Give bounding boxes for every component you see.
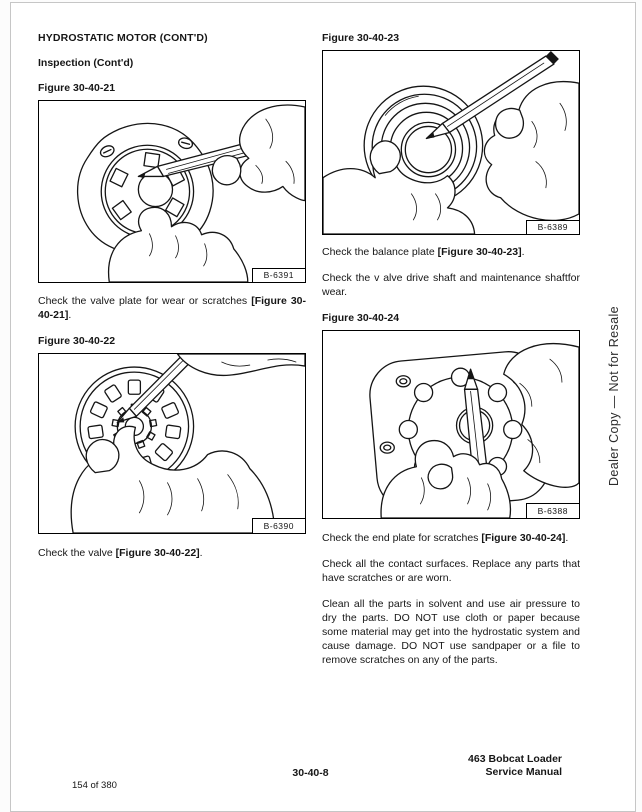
section-title: HYDROSTATIC MOTOR (CONT'D) bbox=[38, 32, 208, 44]
paragraph-text: . bbox=[521, 246, 525, 258]
right-column bbox=[322, 32, 580, 679]
paragraph-text: Check the valve bbox=[38, 546, 116, 559]
dealer-copy-watermark: Dealer Copy — Not for Resale bbox=[607, 305, 621, 487]
footer-manual-title bbox=[468, 753, 562, 779]
balance-plate-drawing bbox=[323, 51, 579, 234]
paragraph-text: Check the valve plate for wear or scratches bbox=[38, 295, 252, 307]
figure-caption-30-40-22: Figure 30-40-22 bbox=[38, 334, 116, 347]
paragraph-check-end-plate bbox=[322, 532, 580, 546]
subsection-title: Inspection (Cont'd) bbox=[38, 57, 134, 69]
figure-30-40-22-illustration bbox=[38, 353, 306, 534]
figure-caption-30-40-24: Figure 30-40-24 bbox=[322, 311, 400, 324]
paragraph-check-valve-plate bbox=[38, 295, 306, 323]
paragraph-clean-parts: Clean all the parts in solvent and use air pressure to dry the parts. DO NOT use cloth or paper because some material may get into the hydrostatic system and cause damage. DO NOT use sandpaper or a file to remove scratches on any of the parts. bbox=[322, 597, 580, 666]
figure-code-label: B-6389 bbox=[526, 220, 580, 236]
footer-manual-line1: 463 Bobcat Loader bbox=[468, 753, 562, 765]
paragraph-text: . bbox=[68, 308, 72, 321]
paragraph-text: Check the balance plate bbox=[322, 246, 438, 258]
figure-reference: [Figure 30-40-24] bbox=[481, 531, 566, 544]
figure-30-40-21-illustration bbox=[38, 100, 306, 283]
left-column bbox=[38, 32, 306, 573]
figure-30-40-24-illustration bbox=[322, 330, 580, 519]
footer-page-code: 30-40-8 bbox=[292, 767, 329, 779]
figure-code-label: B-6388 bbox=[526, 503, 580, 519]
valve-plate-drawing bbox=[39, 101, 305, 282]
figure-reference: [Figure 30-40-23] bbox=[437, 246, 522, 258]
figure-code-label: B-6391 bbox=[252, 268, 306, 284]
figure-caption-30-40-23: Figure 30-40-23 bbox=[322, 32, 400, 44]
footer-manual-line2: Service Manual bbox=[485, 766, 562, 778]
paragraph-text: . bbox=[565, 531, 569, 544]
figure-caption-30-40-21: Figure 30-40-21 bbox=[38, 82, 116, 94]
figure-code-label: B-6390 bbox=[252, 518, 306, 534]
paragraph-check-contact-surfaces: Check all the contact surfaces. Replace any parts that have scratches or are worn. bbox=[322, 557, 580, 584]
figure-reference: [Figure 30-40-21] bbox=[38, 295, 306, 321]
paragraph-check-balance-plate bbox=[322, 246, 580, 260]
figure-30-40-23-illustration bbox=[322, 50, 580, 235]
paragraph-check-valve bbox=[38, 547, 306, 561]
valve-drawing bbox=[39, 354, 305, 533]
figure-reference: [Figure 30-40-22] bbox=[115, 546, 200, 559]
footer-page-number: 154 of 380 bbox=[72, 780, 117, 791]
paragraph-text: . bbox=[199, 546, 203, 559]
paragraph-text: Check the end plate for scratches bbox=[322, 531, 482, 544]
end-plate-drawing bbox=[323, 331, 579, 518]
paragraph-check-drive-shaft: Check the v alve drive shaft and maintenance shaftfor wear. bbox=[322, 271, 580, 298]
